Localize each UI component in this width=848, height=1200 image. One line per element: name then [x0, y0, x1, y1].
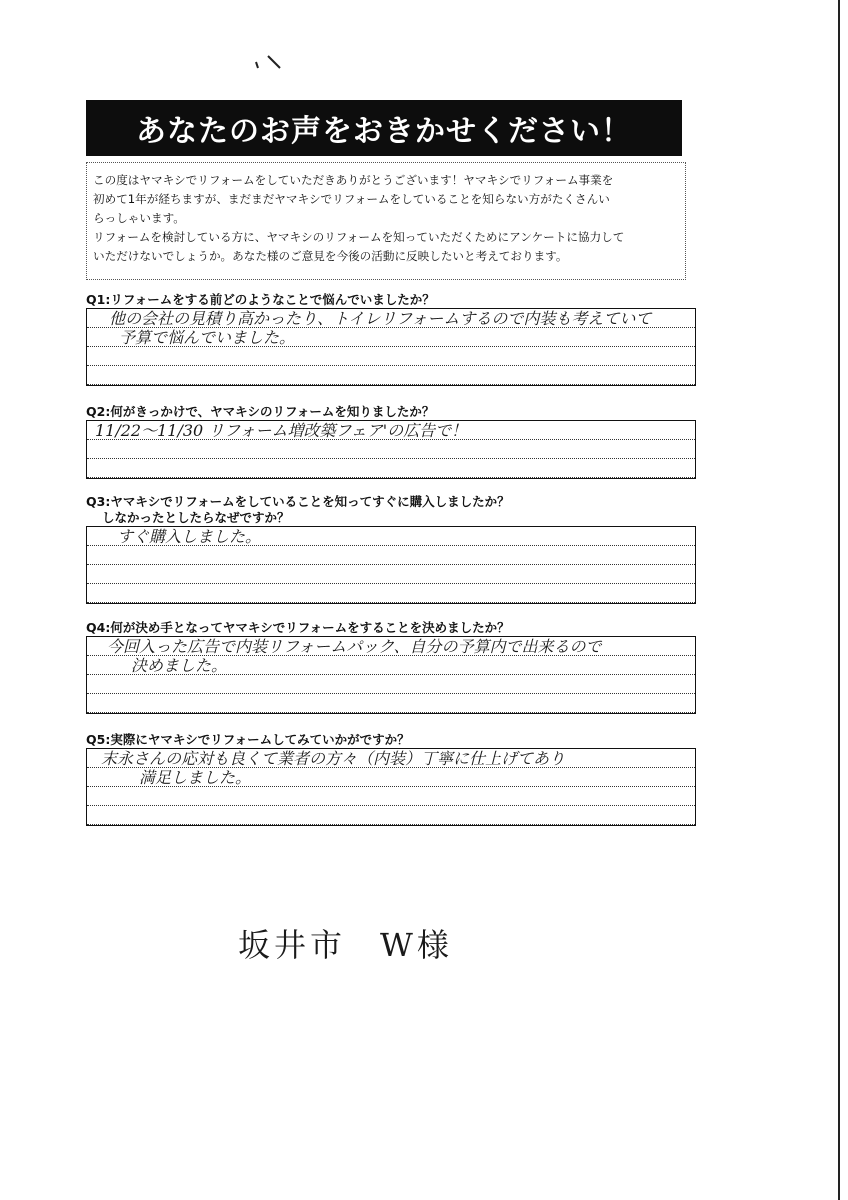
answer-line: [87, 675, 695, 694]
respondent-name: W様: [380, 926, 453, 964]
intro-line: リフォームを検討している方に、ヤマキシのリフォームを知っていただくためにアンケートに協力して: [93, 230, 625, 244]
answer-line: [87, 694, 695, 713]
question-label: Q2:何がきっかけで、ヤマキシのリフォームを知りましたか？: [86, 404, 435, 419]
intro-box: [86, 162, 686, 280]
handwritten-answer: [87, 637, 695, 675]
page-edge: [838, 0, 840, 1200]
question-label: Q3:ヤマキシでリフォームをしていることを知ってすぐに購入しましたか？: [86, 494, 510, 509]
answer-text: 決めました。: [131, 656, 228, 675]
answer-text: 他の会社の見積り高かったり、トイレリフォームするので内装も考えていて: [109, 309, 652, 328]
question-3: [86, 494, 696, 604]
answer-line: [87, 546, 695, 565]
answer-box[interactable]: [86, 526, 696, 604]
intro-line: 初めて1年が経ちますが、まだまだヤマキシでリフォームをしていることを知らない方がたくさんい: [93, 192, 610, 206]
respondent-city: 坂井市: [238, 926, 347, 964]
question-label: Q5:実際にヤマキシでリフォームしてみていかがですか？: [86, 732, 410, 747]
intro-line: らっしゃいます。: [93, 211, 185, 225]
answer-line: [87, 347, 695, 366]
respondent-signature: [238, 920, 487, 966]
question-label: Q4:何が決め手となってヤマキシでリフォームをすることを決めましたか？: [86, 620, 510, 635]
answer-text: 予算で悩んでいました。: [119, 328, 296, 347]
survey-title-banner: [86, 100, 682, 156]
question-1: [86, 292, 696, 386]
intro-line: いただけないでしょうか。あなた様のご意見を今後の活動に反映したいと考えております。: [93, 249, 568, 263]
answer-line: [87, 584, 695, 603]
answer-text: すぐ購入しました。: [117, 527, 262, 546]
answer-line: [87, 565, 695, 584]
scan-mark: [250, 52, 290, 80]
answer-line: [87, 787, 695, 806]
answer-box[interactable]: [86, 308, 696, 386]
handwritten-answer: [87, 527, 695, 546]
handwritten-answer: [87, 309, 695, 347]
answer-text: 今回入った広告で内装リフォームパック、自分の予算内で出来るので: [107, 637, 602, 656]
handwritten-answer: [87, 749, 695, 787]
answer-text: 末永さんの応対も良くて業者の方々（内装）丁寧に仕上げてあり: [101, 749, 566, 768]
answer-box[interactable]: [86, 636, 696, 714]
question-4: [86, 620, 696, 714]
handwritten-answer: [87, 421, 695, 440]
question-sublabel: しなかったとしたらなぜですか？: [102, 510, 290, 525]
answer-line: [87, 440, 695, 459]
answer-box[interactable]: [86, 748, 696, 826]
answer-line: [87, 366, 695, 385]
answer-line: [87, 806, 695, 825]
question-5: [86, 732, 696, 826]
survey-title: あなたのお声をおきかせください！: [136, 114, 632, 149]
answer-line: [87, 459, 695, 478]
intro-line: この度はヤマキシでリフォームをしていただきありがとうございます！ヤマキシでリフォーム事業を: [93, 173, 614, 187]
answer-text: 11/22〜11/30 リフォーム増改築フェア'の広告で！: [95, 421, 468, 440]
question-label: Q1:リフォームをする前どのようなことで悩んでいましたか？: [86, 292, 435, 307]
answer-box[interactable]: [86, 420, 696, 479]
answer-text: 満足しました。: [139, 768, 252, 787]
question-2: [86, 404, 696, 479]
